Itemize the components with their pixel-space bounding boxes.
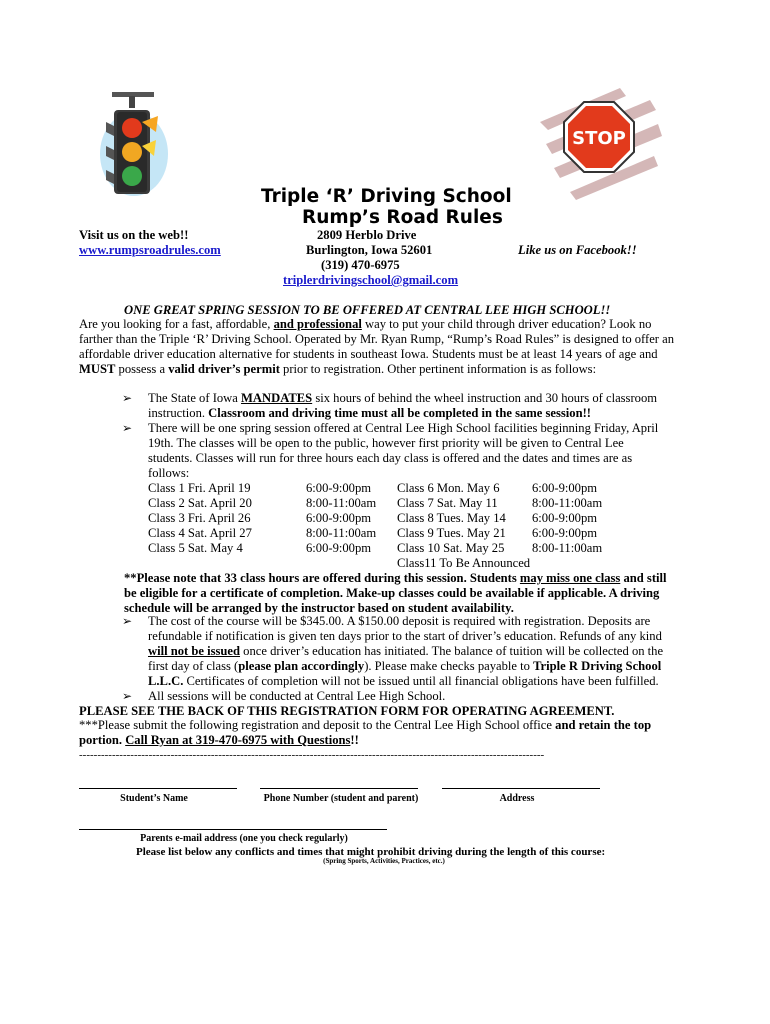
see-back-notice: PLEASE SEE THE BACK OF THIS REGISTRATION FORM FOR OPERATING AGREEMENT.: [79, 704, 615, 718]
schedule-time: 6:00-9:00pm: [532, 481, 598, 495]
address-label: Address: [499, 793, 535, 804]
conflicts-examples: (Spring Sports, Activities, Practices, etc.): [323, 857, 445, 865]
arrow-bullet-icon: ➢: [122, 689, 133, 703]
page-title: Triple ‘R’ Driving School: [261, 186, 512, 207]
address-line2: Burlington, Iowa 52601: [306, 243, 433, 257]
schedule-time: 6:00-9:00pm: [306, 481, 372, 495]
parent-email-label: Parents e-mail address (one you check regularly): [140, 833, 348, 844]
page-subtitle: Rump’s Road Rules: [302, 207, 503, 228]
conflicts-prompt: Please list below any conflicts and times that might prohibit driving during the length of this course:: [136, 846, 606, 858]
schedule-class: Class 4 Sat. April 27: [148, 526, 252, 540]
schedule-time: 8:00-11:00am: [306, 526, 377, 540]
parent-email-line[interactable]: [79, 829, 387, 830]
schedule-class: Class 6 Mon. May 6: [397, 481, 500, 495]
phone-number-label: Phone Number (student and parent): [263, 793, 419, 804]
bullet-cost: ➢ The cost of the course will be $345.00. A $150.00 deposit is required with registration. Deposits are refundable if notification is given ten days prior to the start of driver’s education. Refunds of any kind will not be issued once driver’s education has initiated. The balance of tuition will be collected on the first day of class (please plan accordingly). Please make checks payable to Triple R Driving School L.L.C. Certificates of completion will not be issued until all financial obligations have been fulfilled.: [122, 614, 664, 688]
phone-number: (319) 470-6975: [321, 258, 400, 272]
schedule-class: Class 3 Fri. April 26: [148, 511, 251, 525]
facebook-text: Like us on Facebook!!: [518, 243, 637, 257]
student-name-label: Student’s Name: [120, 793, 188, 804]
stop-sign-icon: [530, 82, 664, 204]
traffic-light-icon: [98, 92, 180, 200]
intro-paragraph: Are you looking for a fast, affordable, and professional way to put your child through driver education? Look no farther than the Triple ‘R’ Driving School. Operated by Mr. Ryan Rump, “Rump’s Road Rules” is designed to offer an affordable driver education alternative for students in southeast Iowa. Students must be at least 14 years of age and MUST possess a valid driver’s permit prior to registration. Other pertinent information is as follows:: [79, 317, 675, 376]
schedule-class: Class 9 Tues. May 21: [397, 526, 506, 540]
bullet-session: ➢ There will be one spring session offered at Central Lee High School facilities beginning Friday, April 19th. The classes will be open to the public, however first priority will be given to Central Lee students. Classes will run for three hours each day class is offered and the dates and times are as follows:: [122, 421, 659, 480]
tear-line-divider: -------------------------------------------------------------------------------------------------------------------------------: [79, 749, 545, 761]
class-hours-note: **Please note that 33 class hours are offered during this session. Students may miss one class and still be eligible for a certificate of completion. Make-up classes could be available if applicable. A driving schedule will be arranged by the instructor based on student availability.: [124, 571, 667, 615]
schedule-time: 8:00-11:00am: [532, 541, 603, 555]
schedule-time: 8:00-11:00am: [306, 496, 377, 510]
schedule-class: Class 2 Sat. April 20: [148, 496, 252, 510]
phone-number-line[interactable]: [260, 788, 418, 789]
schedule-class: Class 1 Fri. April 19: [148, 481, 251, 495]
schedule-class-tba: Class11 To Be Announced: [397, 556, 531, 570]
schedule-time: 6:00-9:00pm: [532, 511, 598, 525]
website-link[interactable]: www.rumpsroadrules.com: [79, 243, 221, 257]
submit-instructions: ***Please submit the following registration and deposit to the Central Lee High School office and retain the top portion. Call Ryan at 319-470-6975 with Questions!!: [79, 718, 652, 747]
schedule-class: Class 7 Sat. May 11: [397, 496, 498, 510]
session-headline: ONE GREAT SPRING SESSION TO BE OFFERED AT CENTRAL LEE HIGH SCHOOL!!: [124, 303, 611, 317]
schedule-time: 6:00-9:00pm: [306, 511, 372, 525]
stop-sign-text: STOP: [572, 128, 626, 149]
schedule-class: Class 10 Sat. May 25: [397, 541, 505, 555]
arrow-bullet-icon: ➢: [122, 421, 133, 435]
schedule-time: 6:00-9:00pm: [306, 541, 372, 555]
schedule-class: Class 8 Tues. May 14: [397, 511, 506, 525]
schedule-class: Class 5 Sat. May 4: [148, 541, 243, 555]
arrow-bullet-icon: ➢: [122, 391, 133, 405]
web-label: Visit us on the web!!: [79, 228, 189, 242]
address-line1: 2809 Herblo Drive: [317, 228, 417, 242]
address-line[interactable]: [442, 788, 600, 789]
arrow-bullet-icon: ➢: [122, 614, 133, 628]
student-name-line[interactable]: [79, 788, 237, 789]
bullet-location: ➢ All sessions will be conducted at Central Lee High School.: [122, 689, 446, 703]
schedule-time: 6:00-9:00pm: [532, 526, 598, 540]
schedule-time: 8:00-11:00am: [532, 496, 603, 510]
bullet-mandates: ➢ The State of Iowa MANDATES six hours of behind the wheel instruction and 30 hours of classroom instruction. Classroom and driving time must all be completed in the same session!!: [122, 391, 658, 420]
email-link[interactable]: triplerdrivingschool@gmail.com: [283, 273, 459, 287]
